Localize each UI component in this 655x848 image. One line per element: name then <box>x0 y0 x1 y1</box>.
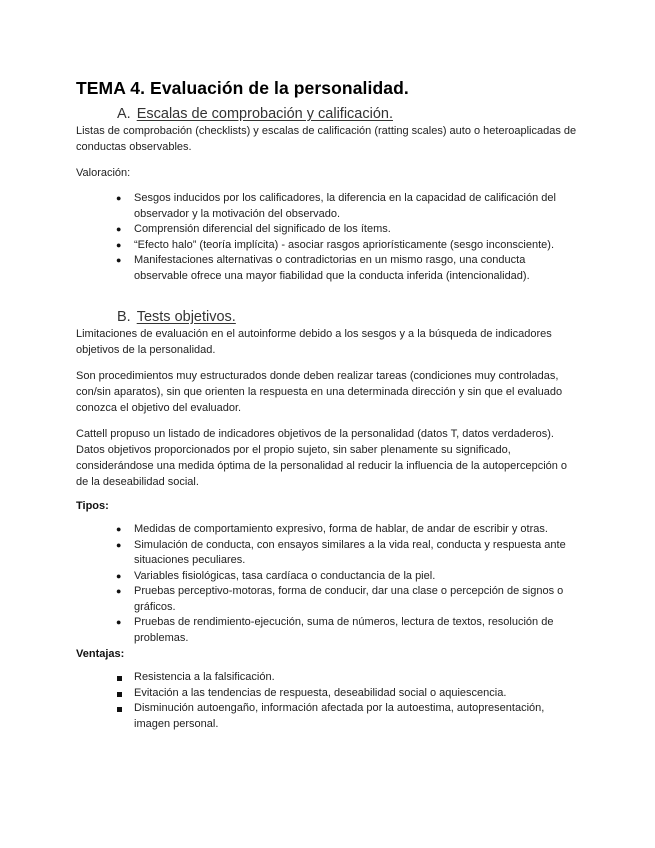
bullet-icon: ● <box>116 617 122 627</box>
section-b-heading <box>117 308 581 326</box>
document-title: TEMA 4. Evaluación de la personalidad. <box>76 78 409 98</box>
section-b-title: Tests objetivos. <box>136 309 236 325</box>
bullet-icon: ● <box>116 539 122 550</box>
valoracion-label: Valoración: <box>76 167 131 179</box>
section-b-paragraph: Limitaciones de evaluación en el autoinforme debido a los sesgos y a la búsqueda de indicadores objetivos de la personalidad. <box>76 328 552 356</box>
bullet-icon: ● <box>116 239 122 250</box>
list-item: Resistencia a la falsificación. <box>76 670 581 686</box>
list-item: ● Comprensión diferencial del significado de los ítems. <box>76 222 581 238</box>
bullet-icon: ● <box>116 255 122 265</box>
bullet-icon: ● <box>116 524 122 534</box>
list-item: ● Simulación de conducta, con ensayos similares a la vida real, conducta y respuesta ante situaciones peculiares. <box>116 538 566 566</box>
tipos-label: Tipos: <box>76 500 109 512</box>
list-item: ● Pruebas de rendimiento-ejecución, suma de números, lectura de textos, resolución de problemas. <box>116 616 554 644</box>
bullet-icon: ● <box>116 193 122 203</box>
section-b-number: B. <box>117 309 131 325</box>
list-item: ● Sesgos inducidos por los calificadores, la diferencia en la capacidad de calificación del observador y la motivación del observado. <box>116 192 556 220</box>
section-a-intro: Listas de comprobación (checklists) y escalas de calificación (ratting scales) auto o heteroaplicadas de conductas observables. <box>76 125 577 153</box>
tipos-list <box>76 522 581 646</box>
list-item: ● “Efecto halo” (teoría implícita) - asociar rasgos apriorísticamente (sesgo inconsciente). <box>76 238 581 254</box>
bullet-icon: ● <box>116 224 122 234</box>
list-item: ● Variables fisiológicas, tasa cardíaca o conductancia de la piel. <box>76 569 581 585</box>
valoracion-list <box>76 191 581 284</box>
bullet-icon: ● <box>116 586 122 596</box>
list-item: Disminución autoengaño, información afectada por la autoestima, autopresentación, imagen personal. <box>76 701 581 732</box>
square-bullet-icon <box>117 707 122 712</box>
section-b-paragraph: Son procedimientos muy estructurados donde deben realizar tareas (condiciones muy controladas, con/sin aparatos), sin que orienten la respuesta en una determinada dirección y sin que el evaluado conozca el objetivo del evaluador. <box>76 370 563 414</box>
section-a-heading <box>117 105 581 123</box>
list-item: ● Medidas de comportamiento expresivo, forma de hablar, de andar de escribir y otras. <box>76 522 581 538</box>
square-bullet-icon <box>117 692 122 697</box>
list-item: Evitación a las tendencias de respuesta, deseabilidad social o aquiescencia. <box>76 686 581 702</box>
ventajas-label: Ventajas: <box>76 648 125 660</box>
ventajas-list <box>76 670 581 732</box>
section-b-paragraph: Cattell propuso un listado de indicadores objetivos de la personalidad (datos T, datos verdaderos). Datos objetivos proporcionados por el propio sujeto, sin saber plenamente su significado, considerándose una medida óptima de la personalidad al reducir la influencia de la autopercepción o de la deseabilidad social. <box>76 428 568 488</box>
section-a-number: A. <box>117 106 131 122</box>
bullet-icon: ● <box>116 570 122 581</box>
section-a-title: Escalas de comprobación y calificación. <box>136 106 393 122</box>
document-page <box>76 78 581 732</box>
list-item: ● Pruebas perceptivo-motoras, forma de conducir, dar una clase o percepción de signos o gráficos. <box>116 585 564 613</box>
list-item: ● Manifestaciones alternativas o contradictorias en un mismo rasgo, una conducta observable ofrece una mayor fiabilidad que la conducta inferida (intencionalidad). <box>116 254 530 282</box>
square-bullet-icon <box>117 676 122 681</box>
